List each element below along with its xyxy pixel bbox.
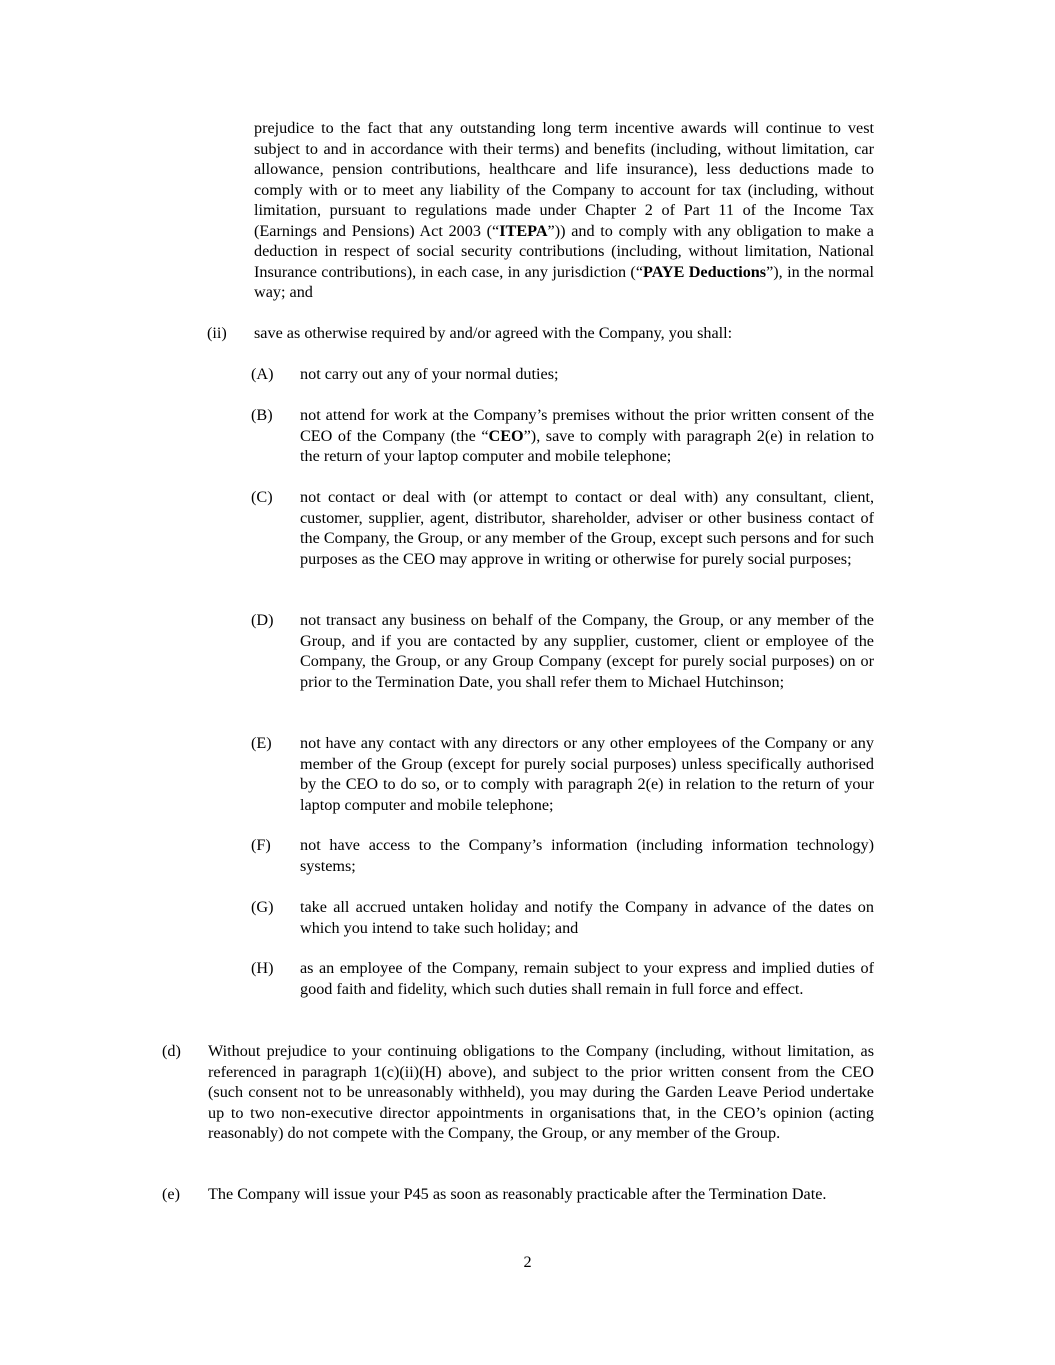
item-h-label: (H) (251, 959, 274, 977)
item-e-text: not have any contact with any directors or any other employees of the Company or any member of the Group (except for purely social purposes) unless specifically authorised by the CEO to do so, or to comply with paragraph 2(e) in relation to the return of your laptop computer and mobile telephone; (300, 734, 874, 814)
intro-paragraph: prejudice to the fact that any outstanding long term incentive awards will continue to vest subject to and in accordance with their terms) and benefits (including, without limitation, car allowance, pension contributions, healthcare and life insurance), less deductions made to comply with or to meet any liability of the Company to account for tax (including, without limitation, pursuant to regulations made under Chapter 2 of Part 11 of the Income Tax (Earnings and Pensions) Act 2003 (“ITEPA”)) and to comply with any obligation to make a deduction in respect of social security contributions (including, without limitation, National Insurance contributions), in each case, in any jurisdiction (“PAYE Deductions”), in the normal way; and (254, 119, 874, 301)
item-b-label: (B) (251, 406, 273, 424)
ceo-term: CEO (488, 426, 524, 445)
item-c-label: (C) (251, 488, 273, 506)
clause-ii-label: (ii) (207, 324, 227, 342)
item-d-label: (D) (251, 611, 274, 629)
item-g-text: take all accrued untaken holiday and notify the Company in advance of the dates on which you intend to take such holiday; and (300, 898, 874, 937)
item-f-text: not have access to the Company’s information (including information technology) systems; (300, 836, 874, 875)
item-f-label: (F) (251, 836, 271, 854)
paye-term: PAYE Deductions (643, 262, 767, 281)
item-e-label: (E) (251, 734, 272, 752)
item-g-label: (G) (251, 898, 274, 916)
item-a-text: not carry out any of your normal duties; (300, 365, 559, 383)
clause-e-label: (e) (162, 1185, 180, 1203)
item-b-text: not attend for work at the Company’s premises without the prior written consent of the CEO of the Company (the “CEO”), save to comply with paragraph 2(e) in relation to the return of your laptop computer and mobile telephone; (300, 406, 874, 465)
item-a-label: (A) (251, 365, 274, 383)
itepa-term: ITEPA (499, 221, 548, 240)
clause-d-text: Without prejudice to your continuing obligations to the Company (including, without limitation, as referenced in paragraph 1(c)(ii)(H) above), and subject to the prior written consent from the CEO (such consent not to be unreasonably withheld), you may during the Garden Leave Period undertake up to two non-executive director appointments in organisations that, in the CEO’s opinion (acting reasonably) do not compete with the Company, the Group, or any member of the Group. (208, 1042, 874, 1142)
item-d-text: not transact any business on behalf of the Company, the Group, or any member of the Group, and if you are contacted by any supplier, customer, client or employee of the Company, the Group, or any Group Company (except for purely social purposes) on or prior to the Termination Date, you shall refer them to Michael Hutchinson; (300, 611, 874, 691)
item-c-text: not contact or deal with (or attempt to contact or deal with) any consultant, client, customer, supplier, agent, distributor, shareholder, adviser or other business contact of the Company, the Group, or any member of the Group, except such persons and for such purposes as the CEO may approve in writing or otherwise for purely social purposes; (300, 488, 874, 568)
clause-d-label: (d) (162, 1042, 181, 1060)
clause-e-text: The Company will issue your P45 as soon as reasonably practicable after the Termination Date. (208, 1185, 827, 1203)
item-h-text: as an employee of the Company, remain subject to your express and implied duties of good faith and fidelity, which such duties shall remain in full force and effect. (300, 959, 874, 998)
page-number: 2 (523, 1253, 532, 1271)
clause-ii-text: save as otherwise required by and/or agreed with the Company, you shall: (254, 324, 733, 342)
